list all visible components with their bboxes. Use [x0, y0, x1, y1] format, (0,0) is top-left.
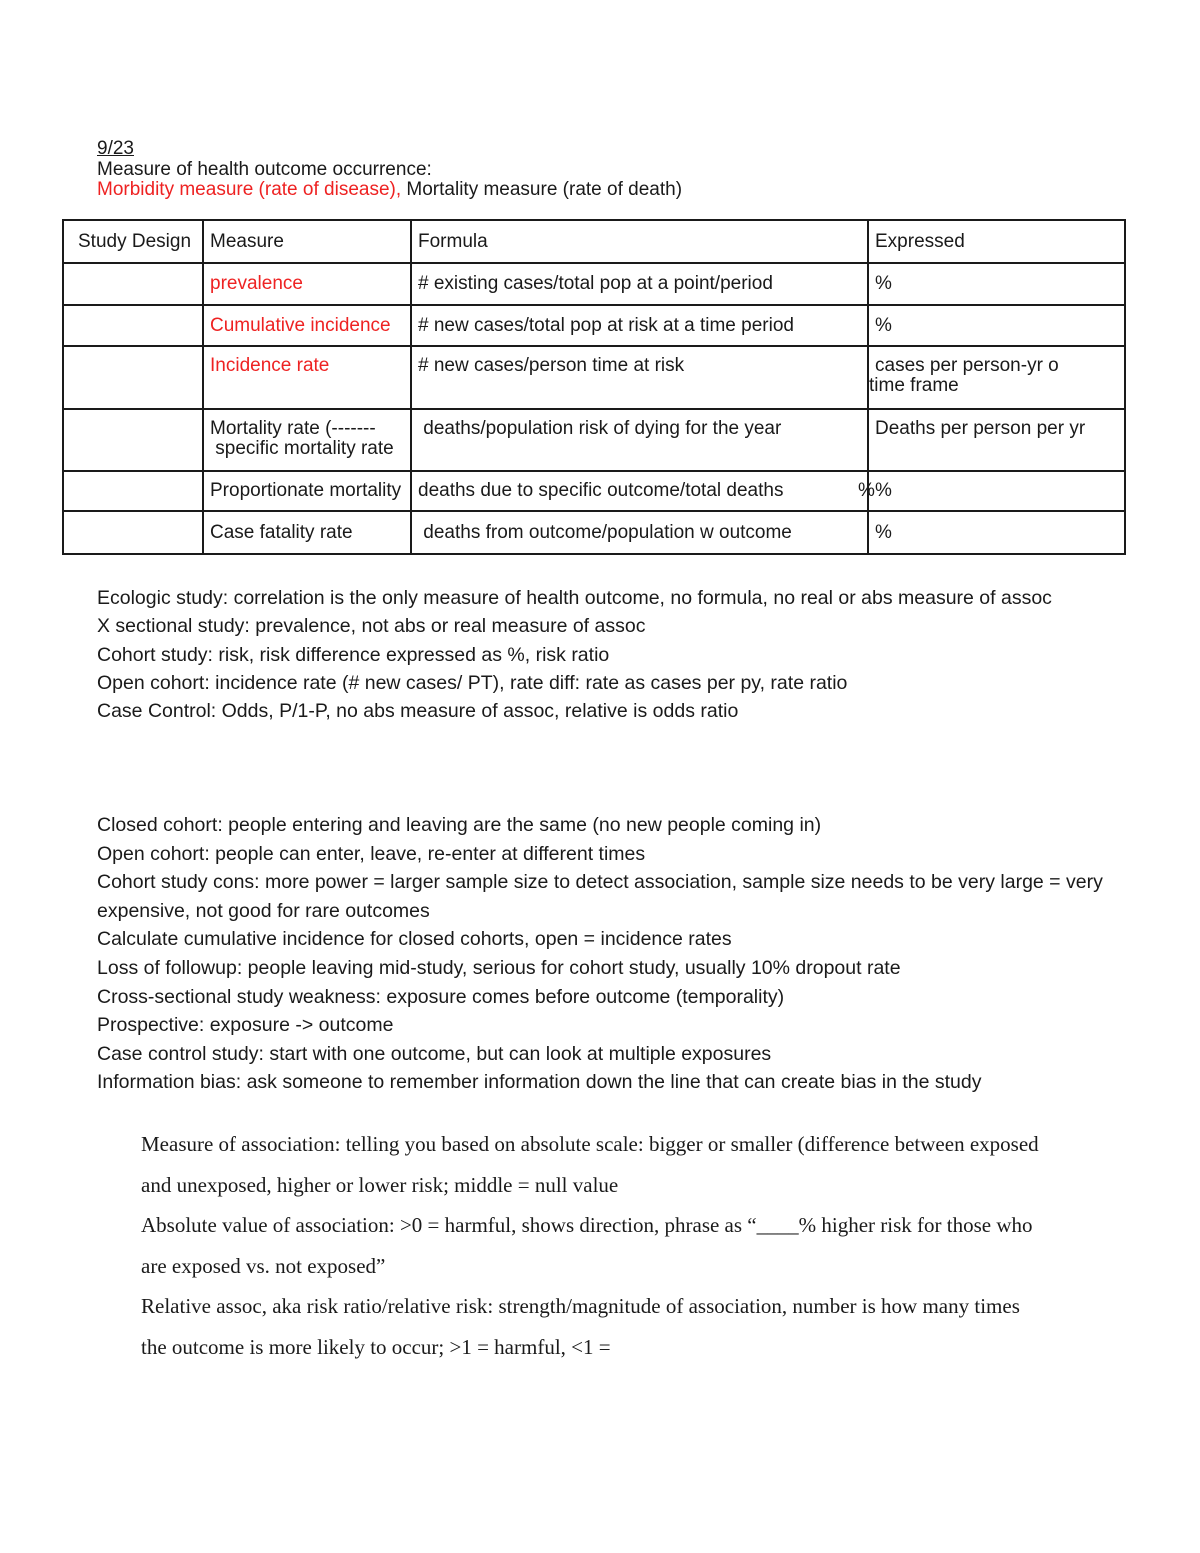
header-cell-measure: Measure	[203, 220, 411, 263]
measure-cell: Proportionate mortality	[203, 471, 411, 511]
design-cell	[63, 263, 203, 305]
design-cell	[63, 471, 203, 511]
note-line: Information bias: ask someone to remember information down the line that can create bias in the study	[97, 1071, 982, 1094]
measure-types-line	[97, 180, 682, 201]
note-line: Open cohort: people can enter, leave, re-enter at different times	[97, 842, 646, 865]
note-line: Open cohort: incidence rate (# new cases/ PT), rate diff: rate as cases per py, rate ratio	[97, 671, 848, 694]
expressed-cell: %	[868, 471, 1125, 511]
note-line: X sectional study: prevalence, not abs or real measure of assoc	[97, 615, 646, 638]
date-heading: 9/23	[97, 138, 134, 159]
morbidity-measure-text: Morbidity measure (rate of disease),	[97, 179, 402, 200]
expressed-cell: %	[868, 511, 1125, 554]
header-cell-expressed: Expressed	[868, 220, 1125, 263]
measure-cell: prevalence	[203, 263, 411, 305]
header-cell-study-design: Study Design	[63, 220, 203, 263]
design-cell	[63, 346, 203, 409]
design-cell	[63, 409, 203, 471]
study-types-notes	[97, 584, 1157, 725]
clipped-overflow-text: %	[858, 480, 875, 501]
expressed-cell: cases per person-yr o time frame	[868, 346, 1125, 409]
header-block	[97, 139, 682, 201]
note-line: Calculate cumulative incidence for closed cohorts, open = incidence rates	[97, 928, 732, 951]
note-line: Case control study: start with one outcome, but can look at multiple exposures	[97, 1042, 772, 1065]
table-row	[63, 471, 1125, 511]
table-row	[63, 409, 1125, 471]
formula-cell: # new cases/total pop at risk at a time period	[411, 305, 868, 346]
formula-cell: deaths/population risk of dying for the year	[411, 409, 868, 471]
formula-cell: deaths due to specific outcome/total deaths %	[411, 471, 868, 511]
note-paragraph: Measure of association: telling you based on absolute scale: bigger or smaller (difference between exposed and unexposed, higher or lower risk; middle = null value	[141, 1132, 1039, 1197]
note-paragraph: Absolute value of association: >0 = harmful, shows direction, phrase as “____% higher risk for those who are exposed vs. not exposed”	[141, 1213, 1033, 1278]
cohort-notes	[97, 811, 1162, 1097]
note-line: Cohort study cons: more power = larger sample size to detect association, sample size needs to be very large = very expensive, not good for rare outcomes	[97, 871, 1103, 922]
measure-cell: Case fatality rate	[203, 511, 411, 554]
note-line: Cohort study: risk, risk difference expressed as %, risk ratio	[97, 643, 610, 666]
design-cell	[63, 305, 203, 346]
note-line: Case Control: Odds, P/1-P, no abs measure of assoc, relative is odds ratio	[97, 700, 739, 723]
note-line: Prospective: exposure -> outcome	[97, 1014, 394, 1037]
formula-cell: # new cases/person time at risk	[411, 346, 868, 409]
table-row	[63, 305, 1125, 346]
table-row	[63, 346, 1125, 409]
header-cell-formula: Formula	[411, 220, 868, 263]
expressed-cell: Deaths per person per yr	[868, 409, 1125, 471]
expressed-cell: %	[868, 305, 1125, 346]
measure-cell: Cumulative incidence	[203, 305, 411, 346]
measure-cell: Incidence rate	[203, 346, 411, 409]
note-line: Closed cohort: people entering and leaving are the same (no new people coming in)	[97, 814, 822, 836]
measure-cell: Mortality rate (------- specific mortality rate	[203, 409, 411, 471]
association-notes	[141, 1124, 1041, 1367]
subtitle: Measure of health outcome occurrence:	[97, 158, 432, 180]
table-row	[63, 263, 1125, 305]
note-paragraph: Relative assoc, aka risk ratio/relative risk: strength/magnitude of association, number is how many times the outcome is more likely to occur; >1 = harmful, <1 =	[141, 1294, 1020, 1359]
formula-cell: deaths from outcome/population w outcome	[411, 511, 868, 554]
table-header-row	[63, 220, 1125, 263]
design-cell	[63, 511, 203, 554]
note-line: Loss of followup: people leaving mid-study, serious for cohort study, usually 10% dropout rate	[97, 956, 901, 979]
formula-cell: # existing cases/total pop at a point/period	[411, 263, 868, 305]
measures-table	[62, 219, 1126, 555]
note-line: Cross-sectional study weakness: exposure comes before outcome (temporality)	[97, 985, 785, 1008]
note-line: Ecologic study: correlation is the only measure of health outcome, no formula, no real or abs measure of assoc	[97, 587, 1052, 609]
mortality-measure-text: Mortality measure (rate of death)	[401, 179, 683, 200]
expressed-cell: %	[868, 263, 1125, 305]
table-row	[63, 511, 1125, 554]
